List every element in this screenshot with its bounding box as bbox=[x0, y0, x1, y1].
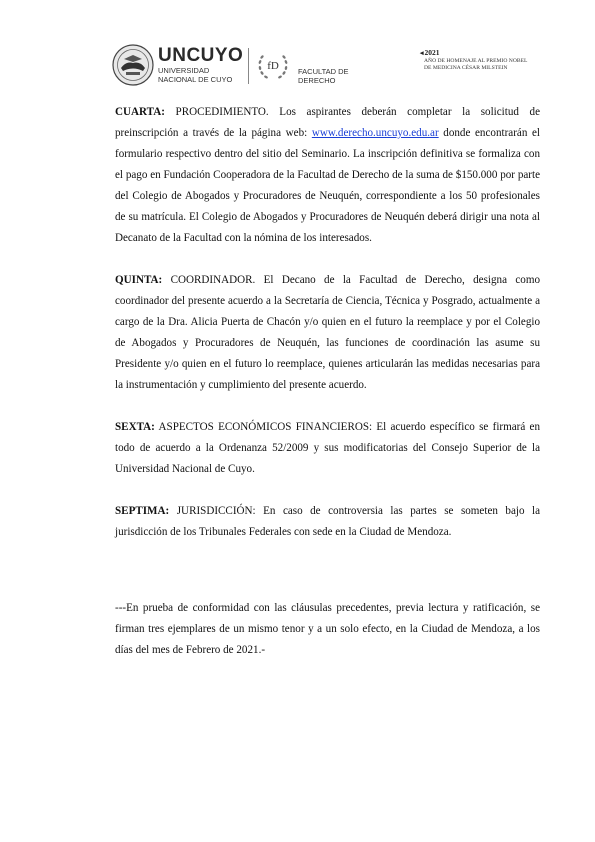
university-name: UNCUYO bbox=[158, 45, 244, 66]
faculty-monogram: fD bbox=[267, 60, 279, 72]
clause-text: JURISDICCIÓN: En caso de controversia las partes se someten bajo la jurisdicción de los Tribunales Federales con sede en la Ciudad de Mendoza. bbox=[115, 505, 540, 538]
clause-title: QUINTA: bbox=[115, 274, 163, 286]
letterhead bbox=[112, 44, 562, 92]
university-line-1: UNIVERSIDAD bbox=[158, 66, 210, 75]
university-subtitle bbox=[158, 67, 232, 84]
faculty-name bbox=[298, 68, 349, 85]
closing-statement bbox=[115, 598, 540, 661]
faculty-line-2: DERECHO bbox=[298, 75, 336, 85]
clause-cuarta bbox=[115, 102, 540, 249]
university-seal-icon bbox=[112, 44, 154, 86]
clause-text: donde encontrarán el formulario respectivo dentro del sitio del Seminario. La inscripción definitiva se formaliza con el pago en Fundación Cooperadora de la Facultad de Derecho de la suma de $150.000 por parte del Colegio de Abogados y Procuradores de Neuquén, correspondiente a los 50 profesionales de su matrícula. El Colegio de Abogados y Procuradores de Neuquén deberá dirigir una nota al Decanato de la Facultad con la nómina de los interesados. bbox=[115, 127, 540, 244]
document-body bbox=[115, 102, 540, 564]
header-divider bbox=[248, 48, 249, 84]
university-line-2: NACIONAL DE CUYO bbox=[158, 74, 233, 84]
clause-title: CUARTA: bbox=[115, 106, 165, 118]
homenaje-text bbox=[424, 58, 527, 72]
year-motto bbox=[420, 48, 527, 72]
homenaje-line-1: AÑO DE HOMENAJE AL PREMIO NOBEL bbox=[424, 58, 528, 64]
year-label: ◂ 2021 bbox=[420, 48, 527, 57]
clause-text: COORDINADOR. El Decano de la Facultad de Derecho, designa como coordinador del presente acuerdo a la Secretaría de Ciencia, Técnica y Posgrado, actualmente a cargo de la Dra. Alicia Puerta de Chacón y/o quien en el futuro la reemplace y por el Colegio de Abogados y Procuradores de Neuquén, las funciones de coordinación las asume su Presidente y/o quien en el futuro lo reemplace, quienes articularán las medidas necesarias para la instrumentación y cumplimiento del presente acuerdo. bbox=[115, 274, 540, 391]
faculty-line-1: FACULTAD DE bbox=[298, 67, 349, 76]
clause-sexta bbox=[115, 417, 540, 480]
faculty-laurel-logo-icon bbox=[255, 47, 291, 83]
clause-text: ASPECTOS ECONÓMICOS FINANCIEROS: El acuerdo específico se firmará en todo de acuerdo a la Ordenanza 52/2009 y sus modificatorias del Consejo Superior de la Universidad Nacional de Cuyo. bbox=[115, 421, 540, 475]
homenaje-line-2: DE MEDICINA CÉSAR MILSTEIN bbox=[424, 65, 508, 71]
clause-septima bbox=[115, 501, 540, 543]
website-link[interactable]: www.derecho.uncuyo.edu.ar bbox=[311, 127, 439, 139]
clause-quinta bbox=[115, 270, 540, 396]
closing-text: ---En prueba de conformidad con las cláusulas precedentes, previa lectura y ratificación, se firman tres ejemplares de un mismo tenor y a un solo efecto, en la Ciudad de Mendoza, a los días del mes de Febrero de 2021.- bbox=[115, 602, 540, 656]
clause-title: SEXTA: bbox=[115, 421, 155, 433]
clause-text: PROCEDIMIENTO. Los aspirantes deberán completar la solicitud de preinscripción a través de la página web: bbox=[115, 106, 540, 139]
clause-title: SEPTIMA: bbox=[115, 505, 170, 517]
